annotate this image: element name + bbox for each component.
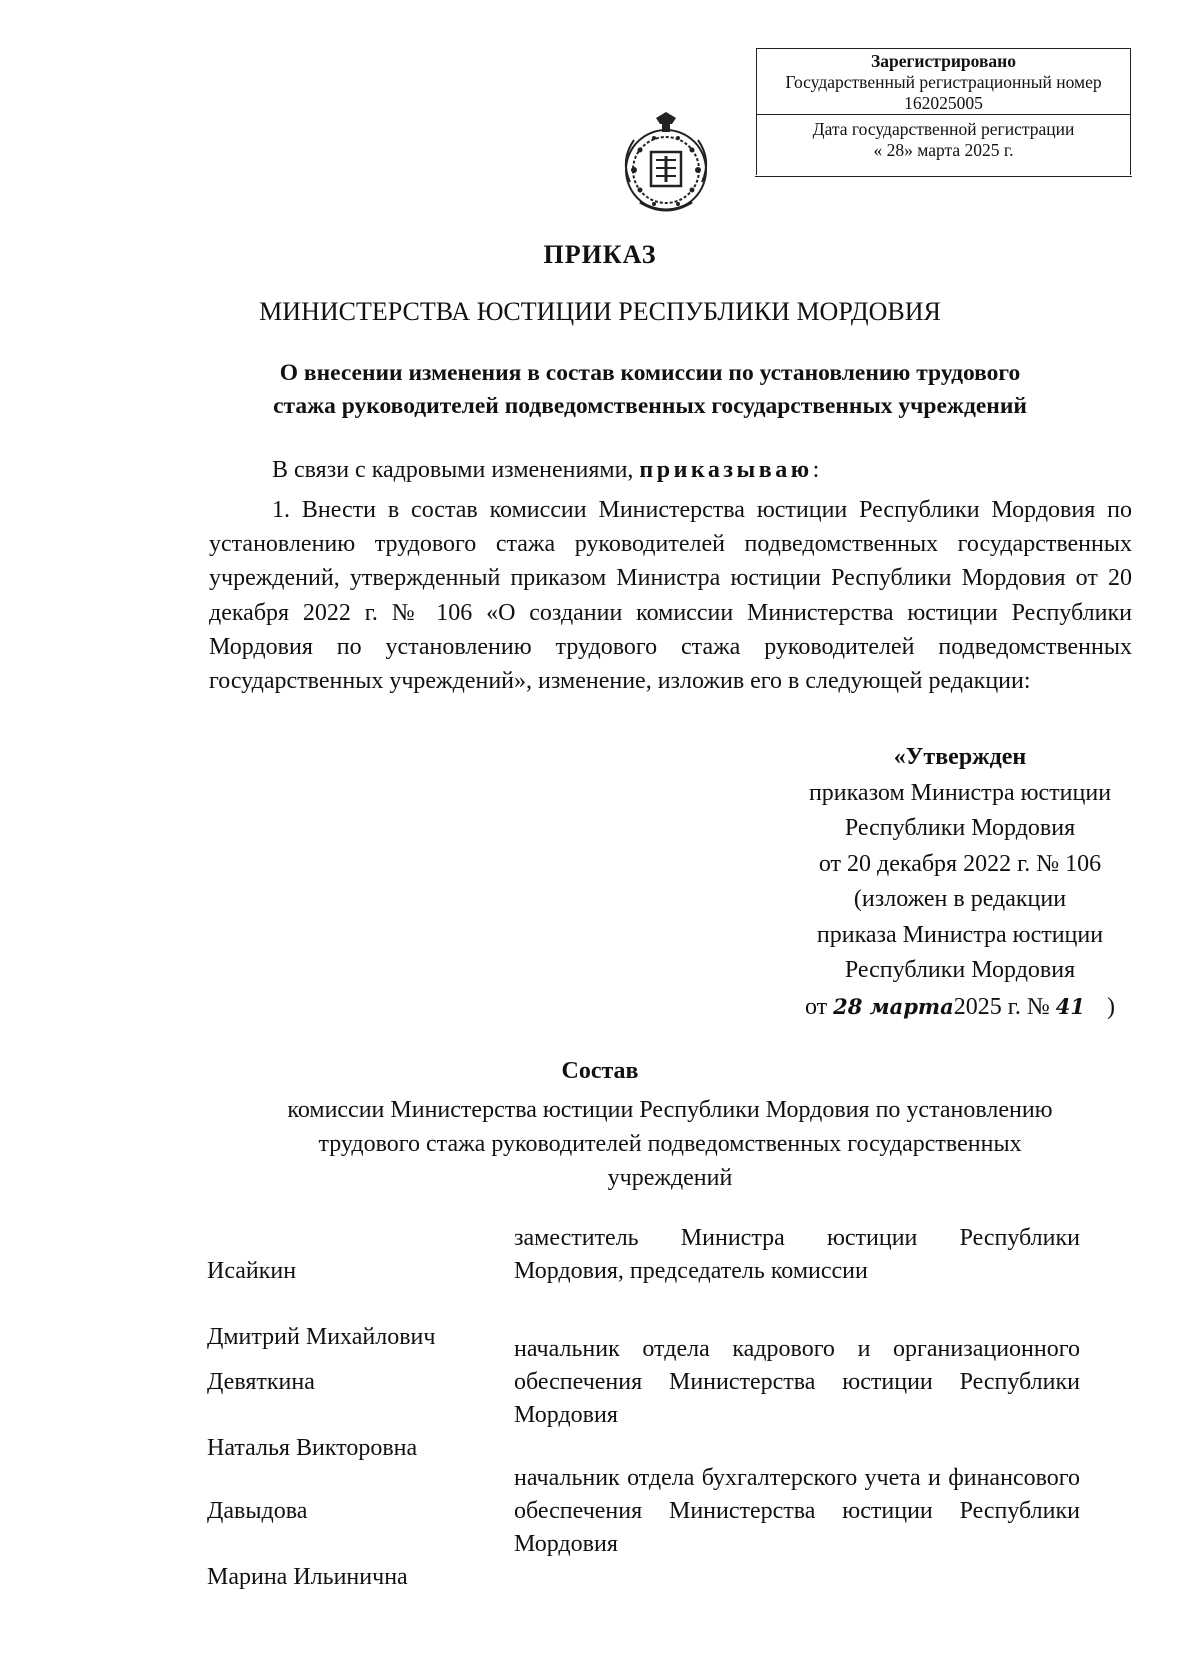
- item-1-text: 1. Внести в состав комиссии Министерства юстиции Республики Мордовия по установлению трудового стажа руководителей подведомственных государственных учреждений, утвержденный приказом Министра юстиции Республики Мордовия от 20 декабря 2022 г. № 106 «О создании комиссии Министерства юстиции Республики Мордовия по установлению трудового стажа руководителей подведомственных государственных учреждений», изменение, изложив его в следующей редакции:: [209, 497, 1132, 695]
- approval-heading: «Утвержден: [893, 744, 1027, 770]
- approval-line-5: (изложен в редакции: [853, 886, 1067, 912]
- coat-of-arms-icon: [610, 110, 722, 222]
- intro-colon: :: [812, 457, 820, 483]
- handwritten-number: 41: [1055, 993, 1086, 1019]
- member-surname: Девяткина: [207, 1369, 315, 1395]
- approval-line-3: Республики Мордовия: [844, 815, 1076, 841]
- approval-line-6: приказа Министра юстиции: [816, 921, 1104, 948]
- member-given-names: Дмитрий Михайлович: [207, 1324, 436, 1350]
- approval-line-7: Республики Мордовия: [844, 957, 1076, 983]
- approval-date-prefix: от: [804, 993, 834, 1020]
- approval-line-2: приказом Министра юстиции: [808, 779, 1112, 806]
- approval-close-paren: ): [1107, 993, 1116, 1020]
- composition-subtitle-line-3: учреждений: [607, 1165, 733, 1191]
- composition-subtitle-line-2: трудового стажа руководителей подведомственных государственных: [318, 1131, 1022, 1157]
- ministry-name: МИНИСТЕРСТВА ЮСТИЦИИ РЕСПУБЛИКИ МОРДОВИЯ: [259, 297, 941, 326]
- approval-line-4: от 20 декабря 2022 г. № 106: [818, 850, 1102, 877]
- registration-number-label: Государственный регистрационный номер: [785, 72, 1102, 92]
- member-role: начальник отдела кадрового и организационного обеспечения Министерства юстиции Республики Мордовия: [514, 1336, 1080, 1428]
- member-given-names: Марина Ильинична: [207, 1564, 408, 1590]
- registration-heading: Зарегистрировано: [871, 51, 1016, 71]
- registration-date: « 28» марта 2025 г.: [873, 140, 1014, 160]
- order-subject: [150, 357, 1150, 423]
- order-word: приказываю: [639, 457, 813, 483]
- handwritten-date: 28 марта: [833, 993, 954, 1019]
- registration-date-label: Дата государственной регистрации: [812, 119, 1075, 139]
- registration-stamp: [756, 48, 1131, 175]
- intro-text: В связи с кадровыми изменениями,: [272, 457, 640, 483]
- member-surname: Давыдова: [207, 1498, 308, 1524]
- member-role: начальник отдела бухгалтерского учета и финансового обеспечения Министерства юстиции Республики Мордовия: [514, 1465, 1080, 1557]
- approval-year: 2025 г. №: [953, 993, 1050, 1020]
- approval-line-8: [760, 989, 1160, 1026]
- registration-number: 162025005: [904, 93, 983, 113]
- composition-heading: Состав: [561, 1058, 639, 1084]
- order-subject-line-1: О внесении изменения в состав комиссии по установлению трудового: [279, 360, 1021, 386]
- order-subject-line-2: стажа руководителей подведомственных государственных учреждений: [273, 393, 1027, 419]
- member-given-names: Наталья Викторовна: [207, 1435, 418, 1461]
- item-1-paragraph: [209, 493, 1132, 698]
- registration-divider: [757, 114, 1130, 115]
- composition-subtitle: [200, 1093, 1140, 1195]
- member-surname: Исайкин: [207, 1258, 297, 1284]
- approval-block: [760, 740, 1160, 1025]
- member-name: [207, 1462, 497, 1627]
- document-type: ПРИКАЗ: [543, 240, 657, 269]
- member-role: заместитель Министра юстиции Республики Мордовия, председатель комиссии: [514, 1225, 1080, 1284]
- composition-subtitle-line-1: комиссии Министерства юстиции Республики Мордовия по установлению: [287, 1097, 1053, 1123]
- intro-paragraph: [272, 453, 819, 487]
